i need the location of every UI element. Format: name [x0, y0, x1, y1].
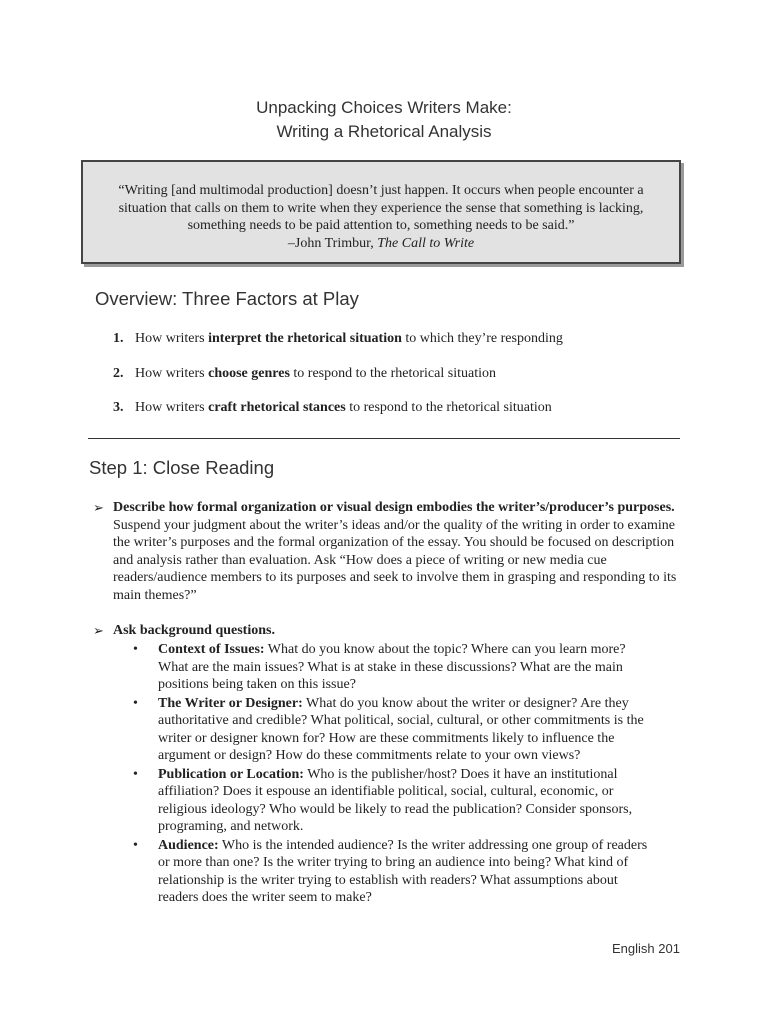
quote-attribution [83, 235, 679, 253]
section-divider [88, 438, 680, 439]
arrow-bullet-icon: ➢ [93, 500, 104, 515]
list-item-label: Publication or Location: [158, 766, 304, 782]
item-text-bold: choose genres [208, 366, 290, 381]
item-text-pre: How writers [135, 400, 209, 415]
bullet-icon: • [133, 766, 138, 782]
item-number: 1. [113, 331, 124, 346]
ask-text [113, 622, 683, 640]
item-text-post: to respond to the rhetorical situation [289, 366, 496, 381]
item-text-pre: How writers [135, 331, 209, 346]
list-item [133, 837, 653, 907]
bullet-icon: • [133, 642, 138, 657]
quote-line-2: situation that calls on them to write when they experience the sense that something is lacking, [118, 200, 644, 216]
overview-item-2 [113, 366, 496, 382]
arrow-bullet-icon: ➢ [93, 623, 104, 638]
overview-item-3 [113, 400, 552, 416]
describe-body: Suspend your judgment about the writer’s ideas and/or the quality of the writing in order to examine the writer’s purposes and the formal organization of the essay. You should be focused on description and analysis rather than evaluation. Ask “How does a piece of writing or new media cue readers/audience members to its purposes and seek to involve them in grasping and responding to its main themes?” [113, 517, 677, 603]
title-line-1: Unpacking Choices Writers Make: [256, 98, 512, 117]
ask-bold: Ask background questions. [113, 623, 275, 638]
page-footer: English 201 [612, 941, 680, 956]
item-text-bold: interpret the rhetorical situation [208, 331, 402, 346]
item-text-pre: How writers [135, 366, 209, 381]
list-item-text: Who is the intended audience? Is the writer addressing one group of readers or more than one? Is the writer trying to bring an audience into being? What kind of relationship is the writer trying to establish with readers? What assumptions about readers does the writer seem to make? [158, 837, 648, 905]
list-item-label: Audience: [158, 837, 219, 853]
overview-item-1 [113, 331, 563, 347]
list-item [133, 766, 653, 836]
quote-line-1: “Writing [and multimodal production] doesn’t just happen. It occurs when people encounter a [118, 183, 644, 198]
bullet-icon: • [133, 837, 138, 853]
ask-bullet [93, 622, 683, 640]
item-number: 2. [113, 366, 124, 381]
item-number: 3. [113, 400, 124, 415]
list-item-text: What do you know about the writer or designer? Are they authoritative and credible? What political, social, cultural, or other commitments is the writer or designer known for? How are these commitments likely to influence the argument or design? How do these commitments relate to your own views? [158, 695, 644, 763]
quote-box [81, 160, 681, 264]
item-text-post: to which they’re responding [401, 331, 563, 346]
list-item-label: The Writer or Designer: [158, 695, 303, 711]
overview-heading: Overview: Three Factors at Play [95, 288, 359, 309]
item-text-bold: craft rhetorical stances [208, 400, 346, 415]
bullet-icon: • [133, 695, 138, 711]
describe-bullet [93, 499, 683, 604]
list-item-text: What do you know about the topic? Where can you learn more? What are the main issues? What is at stake in these discussions? What are the main positions being taken on this issue? [158, 642, 626, 692]
list-item [133, 695, 653, 765]
list-item-text: Who is the publisher/host? Does it have an institutional affiliation? Does it espouse an identifiable political, social, cultural, economic, or religious ideology? Who would be likely to read the publication? Consider sponsors, programing, and network. [158, 766, 633, 834]
quote-line-3: something needs to be paid attention to, something needs to be said.” [187, 218, 575, 233]
document-title [0, 96, 768, 144]
attribution-title: The Call to Write [377, 235, 475, 251]
describe-text [113, 499, 683, 604]
step1-heading: Step 1: Close Reading [89, 457, 275, 478]
describe-bold: Describe how formal organization or visual design embodies the writer’s/producer’s purposes. [113, 500, 675, 515]
item-text-post: to respond to the rhetorical situation [345, 400, 552, 415]
attribution-author: –John Trimbur, [287, 235, 378, 251]
list-item-label: Context of Issues: [158, 642, 265, 657]
background-questions-list [133, 641, 653, 908]
title-line-2: Writing a Rhetorical Analysis [276, 122, 492, 141]
list-item [133, 641, 653, 694]
